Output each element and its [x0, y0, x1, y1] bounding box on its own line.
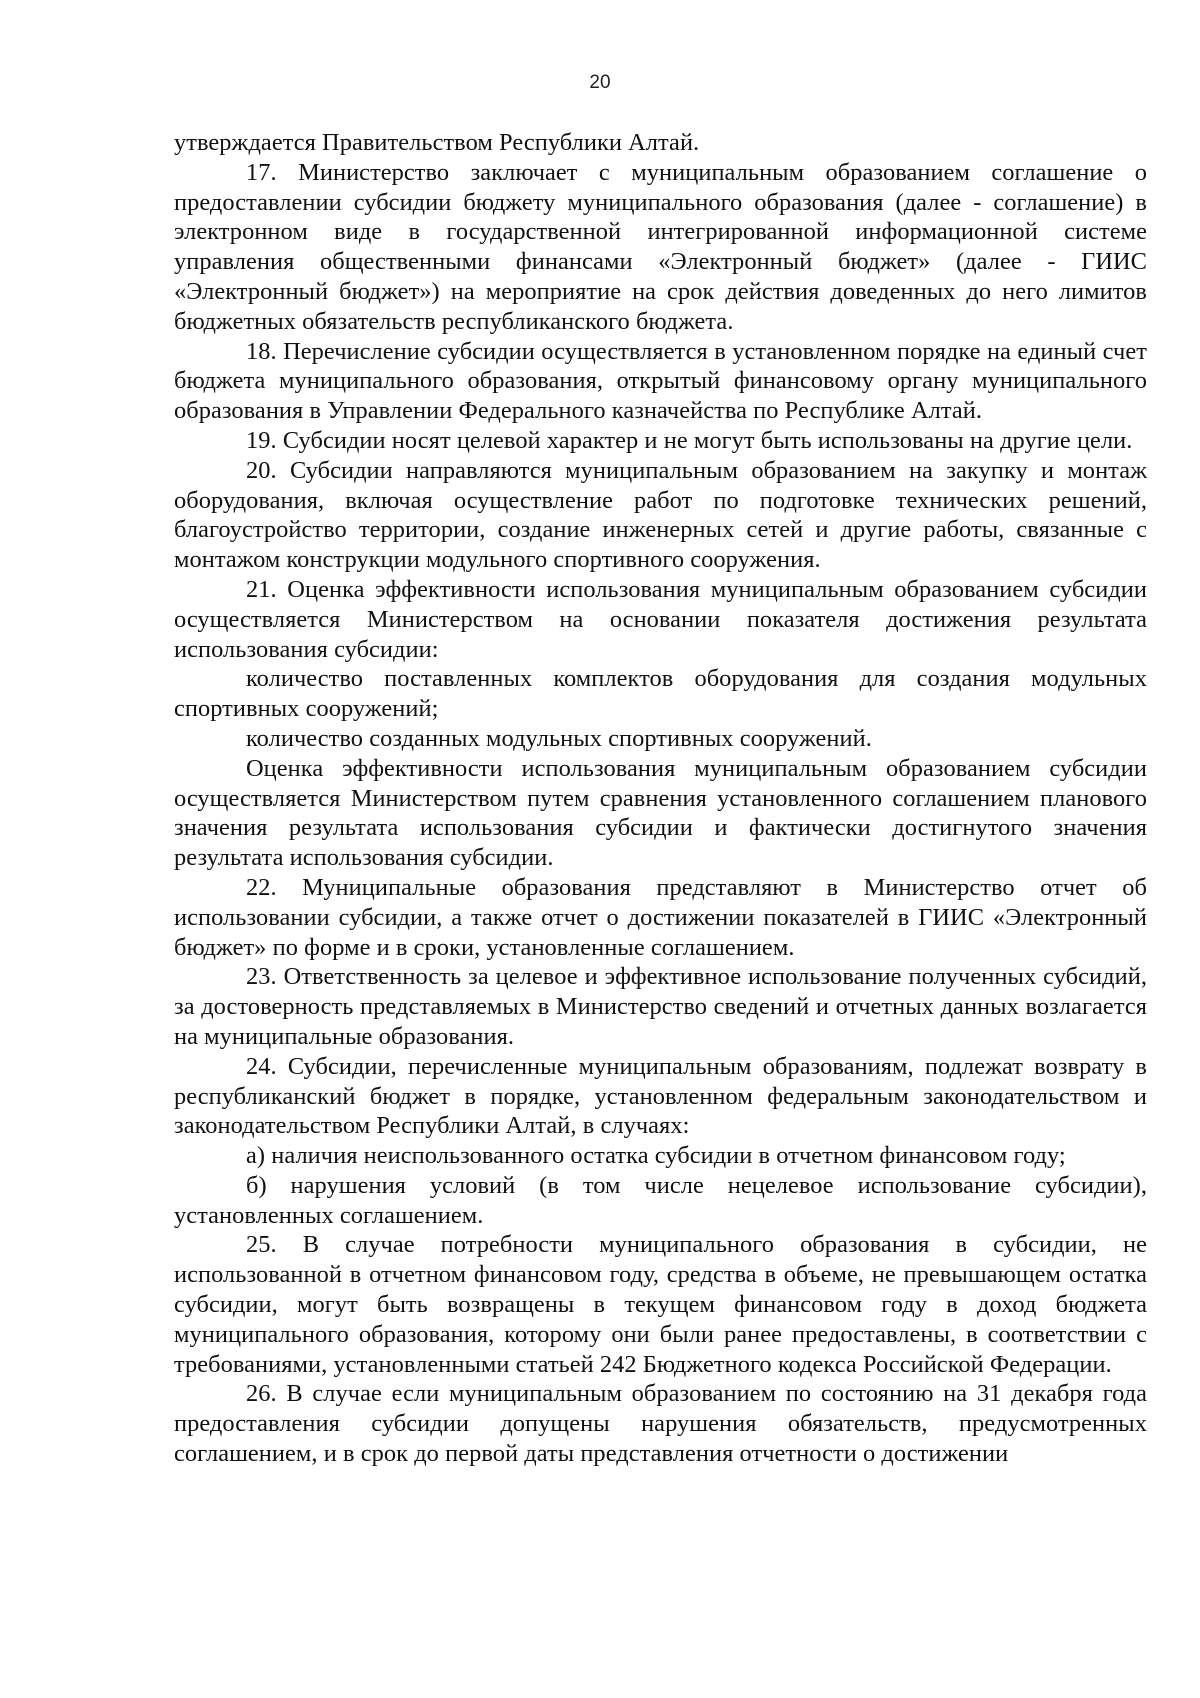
- paragraph-22: 22. Муниципальные образования представляют в Министерство отчет об использовании субсидии, а также отчет о достижении показателей в ГИИС «Электронный бюджет» по форме и в сроки, установленные соглашением.: [174, 873, 1147, 961]
- paragraph-17: 17. Министерство заключает с муниципальным образованием соглашение о предоставлении субсидии бюджету муниципального образования (далее - соглашение) в электронном виде в государственной интегрированной информационной системе управления общественными финансами «Электронный бюджет» (далее - ГИИС «Электронный бюджет») на мероприятие на срок действия доведенных до него лимитов бюджетных обязательств республиканского бюджета.: [174, 158, 1147, 335]
- paragraph-21-evaluation: Оценка эффективности использования муниципальным образованием субсидии осуществляется Министерством путем сравнения установленного соглашением планового значения результата использования субсидии и фактически достигнутого значения результата использования субсидии.: [174, 754, 1147, 872]
- page-number: 20: [589, 72, 611, 93]
- indicator-equipment-sets: количество поставленных комплектов оборудования для создания модульных спортивных сооружений;: [174, 665, 1147, 723]
- paragraph-26: 26. В случае если муниципальным образованием по состоянию на 31 декабря года предоставления субсидии допущены нарушения обязательств, предусмотренных соглашением, и в срок до первой даты представления отчетности о достижении: [174, 1380, 1147, 1468]
- paragraph-continuation: утверждается Правительством Республики Алтай.: [174, 129, 700, 156]
- paragraph-25: 25. В случае потребности муниципального образования в субсидии, не использованной в отчетном финансовом году, средства в объеме, не превышающем остатка субсидии, могут быть возвращены в текущем финансовом году в доход бюджета муниципального образования, которому они были ранее предоставлены, в соответствии с требованиями, установленными статьей 242 Бюджетного кодекса Российской Федерации.: [174, 1231, 1147, 1378]
- paragraph-20: 20. Субсидии направляются муниципальным образованием на закупку и монтаж оборудования, включая осуществление работ по подготовке технических решений, благоустройство территории, создание инженерных сетей и другие работы, связанные с монтажом конструкции модульного спортивного сооружения.: [174, 456, 1147, 574]
- paragraph-21: 21. Оценка эффективности использования муниципальным образованием субсидии осуществляется Министерством на основании показателя достижения результата использования субсидии:: [174, 575, 1147, 663]
- paragraph-18: 18. Перечисление субсидии осуществляется в установленном порядке на единый счет бюджета муниципального образования, открытый финансовому органу муниципального образования в Управлении Федерального казначейства по Республике Алтай.: [174, 337, 1147, 425]
- indicator-sports-facilities: количество созданных модульных спортивных сооружений.: [246, 724, 872, 752]
- paragraph-19: 19. Субсидии носят целевой характер и не могут быть использованы на другие цели.: [246, 426, 1133, 454]
- paragraph-24-case-a: а) наличия неиспользованного остатка субсидии в отчетном финансовом году;: [246, 1142, 1066, 1170]
- paragraph-24-case-b: б) нарушения условий (в том числе нецелевое использование субсидии), установленных соглашением.: [174, 1171, 1147, 1229]
- document-body: [174, 128, 1147, 1469]
- paragraph-24: 24. Субсидии, перечисленные муниципальным образованиям, подлежат возврату в республиканский бюджет в порядке, установленном федеральным законодательством и законодательством Республики Алтай, в случаях:: [174, 1052, 1147, 1140]
- paragraph-23: 23. Ответственность за целевое и эффективное использование полученных субсидий, за достоверность представляемых в Министерство сведений и отчетных данных возлагается на муниципальные образования.: [174, 963, 1147, 1050]
